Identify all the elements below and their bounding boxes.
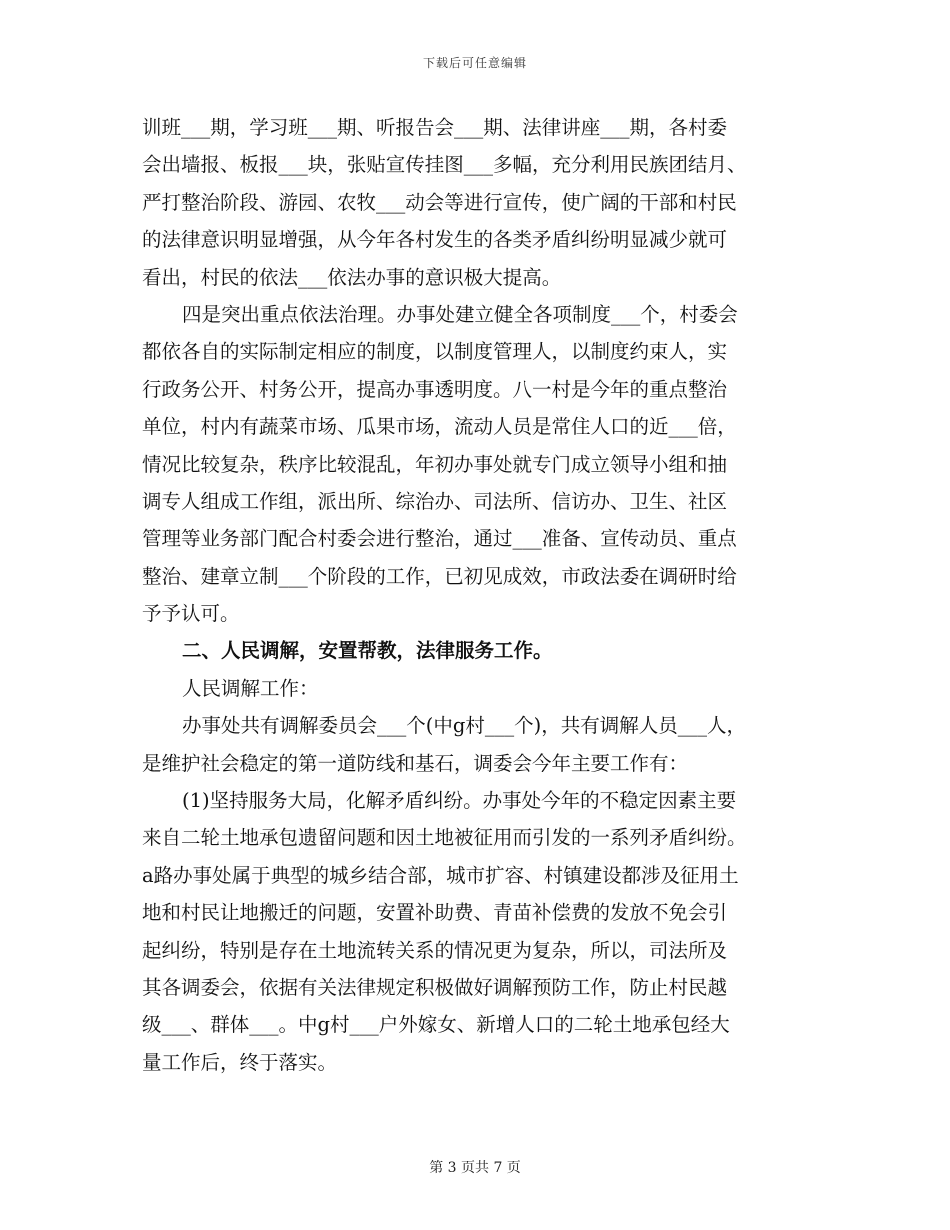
text-line: 看出，村民的依法___依法办事的意识极大提高。 — [142, 265, 562, 289]
text-line: 来自二轮土地承包遗留问题和因土地被征用而引发的一系列矛盾纠纷。 — [142, 826, 747, 850]
text-line: a路办事处属于典型的城乡结合部，城市扩容、村镇建设都涉及征用土 — [142, 863, 739, 887]
text-line: 予予认可。 — [142, 602, 240, 626]
text-line: 是维护社会稳定的第一道防线和基石，调委会今年主要工作有： — [142, 751, 689, 775]
text-line: 级___、群体___。中g村___户外嫁女、新增人口的二轮土地承包经大 — [142, 1013, 730, 1037]
text-line: 都依各自的实际制定相应的制度，以制度管理人，以制度约束人，实 — [142, 340, 728, 364]
document-body — [142, 109, 814, 1081]
page-number: 第 3 页共 7 页 — [429, 1160, 521, 1176]
text-line: 整治、建章立制___个阶段的工作，已初见成效，市政法委在调研时给 — [142, 564, 737, 588]
paragraph-first-line: 四是突出重点依法治理。办事处建立健全各项制度___个，村委会 — [182, 302, 738, 326]
text-line: 训班___期，学习班___期、听报告会___期、法律讲座___期，各村委 — [142, 116, 728, 139]
text-line: 情况比较复杂，秩序比较混乱，年初办事处就专门成立领导小组和抽 — [142, 452, 728, 476]
text-line: 调专人组成工作组，派出所、综治办、司法所、信访办、卫生、社区 — [142, 489, 728, 513]
paragraph-first-line: 办事处共有调解委员会___个(中g村___个)，共有调解人员___人， — [182, 714, 746, 738]
text-line: 单位，村内有蔬菜市场、瓜果市场，流动人员是常住人口的近___倍， — [142, 415, 737, 439]
text-line: 的法律意识明显增强，从今年各村发生的各类矛盾纠纷明显减少就可 — [142, 228, 728, 252]
text-line: 地和村民让地搬迁的问题，安置补助费、青苗补偿费的发放不免会引 — [142, 901, 728, 925]
subsection-label: 人民调解工作： — [182, 676, 319, 700]
text-line: 其各调委会，依据有关法律规定积极做好调解预防工作，防止村民越 — [142, 975, 728, 999]
page-header: 下载后可任意编辑 — [422, 56, 527, 70]
text-line: 量工作后，终于落实。 — [142, 1050, 338, 1074]
paragraph-first-line: (1)坚持服务大局，化解矛盾纠纷。办事处今年的不稳定因素主要 — [182, 789, 737, 813]
text-line: 管理等业务部门配合村委会进行整治，通过___准备、宣传动员、重点 — [142, 527, 737, 551]
text-line: 严打整治阶段、游园、农牧___动会等进行宣传，使广阔的干部和村民 — [142, 190, 737, 214]
text-line: 起纠纷，特别是存在土地流转关系的情况更为复杂，所以，司法所及 — [142, 938, 728, 962]
text-line: 行政务公开、村务公开，提高办事透明度。八一村是今年的重点整治 — [142, 377, 728, 401]
section-heading: 二、人民调解，安置帮教，法律服务工作。 — [182, 639, 553, 663]
text-line: 会出墙报、板报___块，张贴宣传挂图___多幅，充分利用民族团结月、 — [142, 153, 747, 177]
